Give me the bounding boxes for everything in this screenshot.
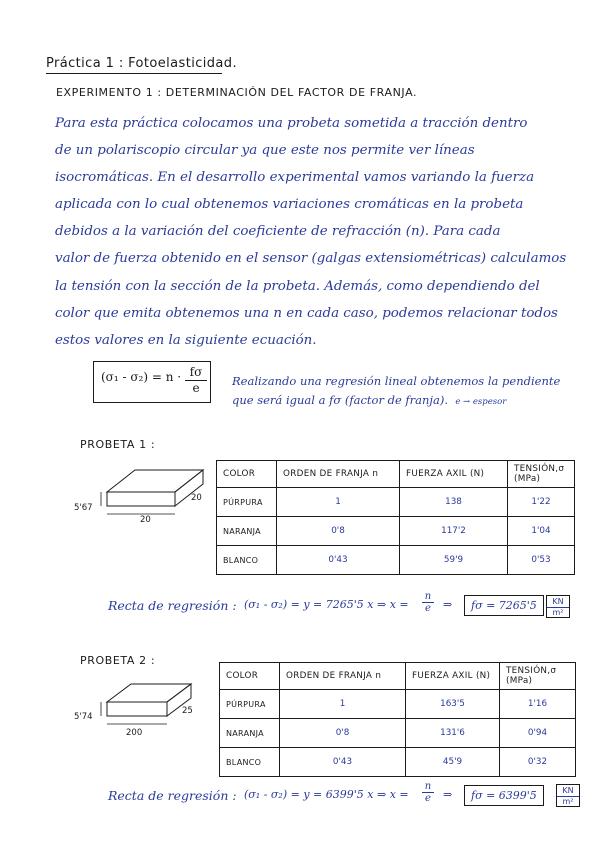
regression-note (232, 372, 560, 412)
cell-orden: 0'43 (277, 546, 400, 575)
formula-lhs: (σ₁ - σ₂) = n · (101, 370, 182, 384)
cell-tension: 0'94 (500, 719, 576, 748)
probeta-2-regression-eq: (σ₁ - σ₂) = y = 6399'5 x ⇒ x = (244, 788, 409, 801)
cell-tension: 0'32 (500, 748, 576, 777)
paragraph-line: valor de fuerza obtenido en el sensor (galgas extensiométricas) calculamos (55, 251, 567, 267)
cell-tension: 1'16 (500, 690, 576, 719)
probeta-1-regression-eq: (σ₁ - σ₂) = y = 7265'5 x ⇒ x = (244, 598, 409, 611)
table-row (217, 488, 575, 517)
probeta-1-thickness: 5'67 (74, 503, 93, 513)
probeta-1-arrow: ⇒ (443, 598, 453, 611)
col-fuerza: FUERZA AXIL (N) (406, 663, 500, 690)
paragraph-line: color que emita obtenemos una n en cada caso, podemos relacionar todos (55, 305, 558, 321)
probeta-2-table (219, 662, 576, 777)
note-line-2: que será igual a fσ (factor de franja). (232, 393, 448, 407)
probeta-1-table (216, 460, 575, 575)
cell-tension: 1'04 (508, 517, 575, 546)
frac-num: n (422, 781, 434, 793)
paragraph-line: isocromáticas. En el desarrollo experimental vamos variando la fuerza (55, 170, 535, 186)
unit-bottom: m² (562, 797, 574, 806)
table-row (217, 517, 575, 546)
paragraph-line: la tensión con la sección de la probeta. Además, como dependiendo del (55, 278, 540, 294)
paragraph-line: debidos a la variación del coeficiente de refracción (n). Para cada (55, 224, 501, 240)
col-orden: ORDEN DE FRANJA n (277, 461, 400, 488)
cell-fuerza: 131'6 (406, 719, 500, 748)
frac-num: n (422, 591, 434, 603)
table-row (220, 690, 576, 719)
paragraph-line: de un polariscopio circular ya que este nos permite ver líneas (55, 143, 475, 159)
probeta-2-label: PROBETA 2 : (80, 654, 156, 667)
table-row (220, 719, 576, 748)
cell-color: PÚRPURA (220, 690, 280, 719)
formula-fraction (185, 365, 207, 395)
paragraph-line: estos valores en la siguiente ecuación. (55, 332, 317, 348)
probeta-2-regression-label: Recta de regresión : (108, 788, 237, 803)
cell-orden: 0'8 (277, 517, 400, 546)
probeta-2-arrow: ⇒ (443, 788, 453, 801)
paragraph-line: aplicada con lo cual obtenemos variaciones cromáticas en la probeta (55, 197, 524, 213)
cell-tension: 0'53 (508, 546, 575, 575)
paragraph-line: Para esta práctica colocamos una probeta sometida a tracción dentro (55, 116, 528, 131)
cell-fuerza: 117'2 (400, 517, 508, 546)
table-row (220, 748, 576, 777)
probeta-1-length: 20 (140, 515, 151, 525)
cell-color: PÚRPURA (217, 488, 277, 517)
probeta-1-frac (422, 591, 434, 614)
cell-fuerza: 45'9 (406, 748, 500, 777)
formula-denominator: e (192, 381, 200, 395)
unit-bottom: m² (552, 608, 564, 617)
col-orden: ORDEN DE FRANJA n (280, 663, 406, 690)
cell-orden: 0'43 (280, 748, 406, 777)
cell-fuerza: 138 (400, 488, 508, 517)
probeta-2-result: fσ = 6399'5 (464, 785, 544, 806)
col-color: COLOR (220, 663, 280, 690)
probeta-1-width: 20 (191, 493, 202, 503)
probeta-2-frac (422, 781, 434, 804)
probeta-2-thickness: 5'74 (74, 712, 93, 722)
cell-orden: 1 (280, 690, 406, 719)
page-title: Práctica 1 : Fotoelasticidad. (46, 56, 237, 71)
table-row (217, 546, 575, 575)
intro-paragraph (55, 110, 567, 354)
note-line-1: Realizando una regresión lineal obtenemos la pendiente (232, 374, 561, 388)
probeta-2-width: 25 (182, 706, 193, 716)
col-color: COLOR (217, 461, 277, 488)
experiment-heading: EXPERIMENTO 1 : DETERMINACIÓN DEL FACTOR DE FRANJA. (56, 86, 418, 99)
probeta-1-unit (546, 595, 570, 618)
unit-top: KN (557, 785, 579, 797)
cell-tension: 1'22 (508, 488, 575, 517)
cell-color: NARANJA (217, 517, 277, 546)
probeta-2-unit (556, 784, 580, 807)
frac-den: e (425, 603, 431, 614)
col-tension: TENSIÓN,σ (MPa) (508, 461, 575, 488)
cell-color: NARANJA (220, 719, 280, 748)
table-header-row (220, 663, 576, 690)
cell-color: BLANCO (217, 546, 277, 575)
probeta-1-result: fσ = 7265'5 (464, 595, 544, 616)
title-underline (46, 73, 222, 74)
probeta-1-label: PROBETA 1 : (80, 438, 156, 451)
cell-fuerza: 59'9 (400, 546, 508, 575)
col-fuerza: FUERZA AXIL (N) (400, 461, 508, 488)
frac-den: e (425, 793, 431, 804)
cell-color: BLANCO (220, 748, 280, 777)
unit-top: KN (547, 596, 569, 608)
probeta-2-length: 200 (126, 728, 143, 738)
note-thickness: e → espesor (455, 397, 507, 407)
cell-orden: 1 (277, 488, 400, 517)
probeta-1-regression-label: Recta de regresión : (108, 598, 237, 613)
cell-orden: 0'8 (280, 719, 406, 748)
cell-fuerza: 163'5 (406, 690, 500, 719)
table-header-row (217, 461, 575, 488)
formula-numerator: fσ (185, 365, 207, 381)
col-tension: TENSIÓN,σ (MPa) (500, 663, 576, 690)
